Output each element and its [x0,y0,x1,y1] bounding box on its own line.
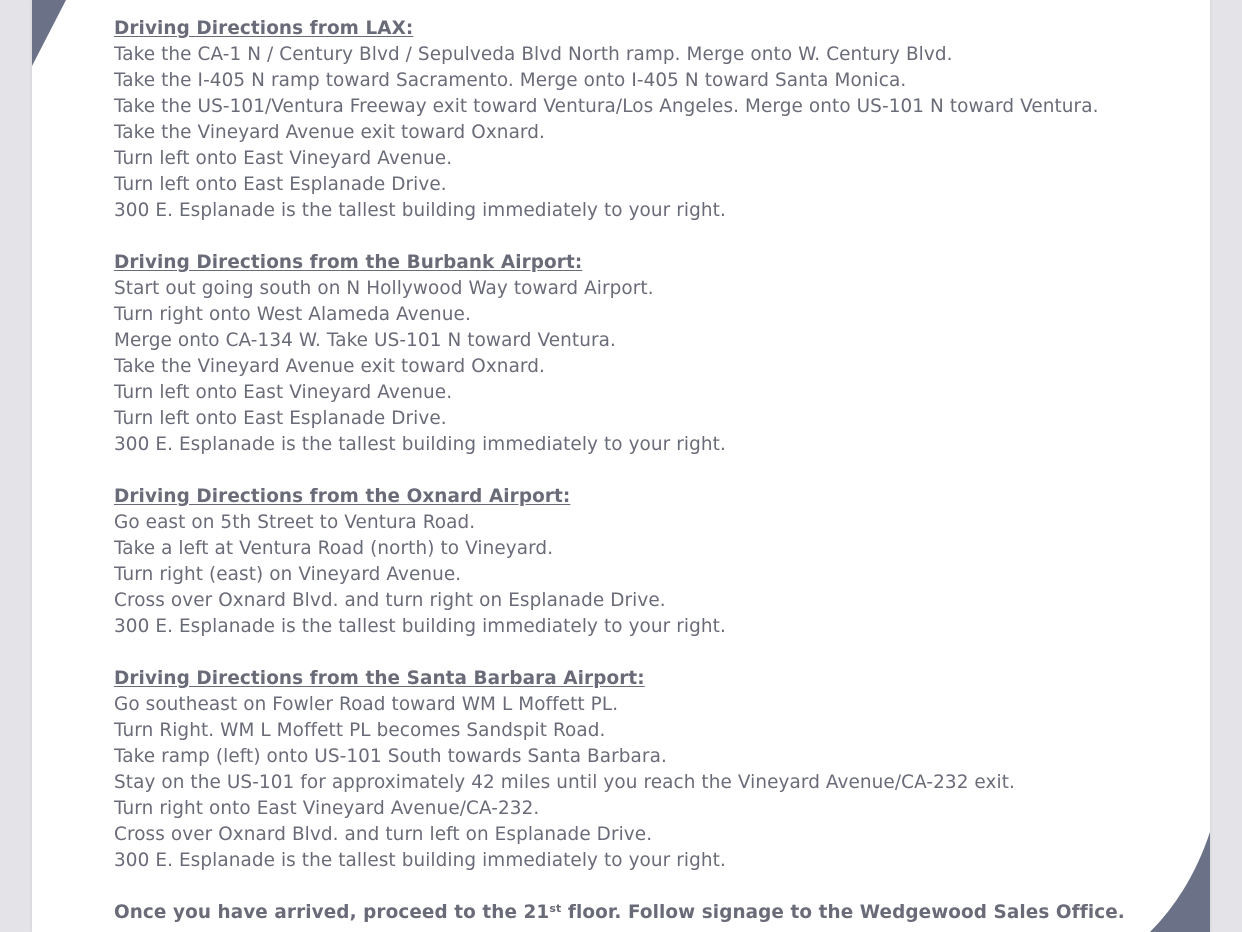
direction-step: Turn right onto West Alameda Avenue. [114,304,471,325]
direction-step: 300 E. Esplanade is the tallest building immediately to your right. [114,200,726,221]
direction-step: Go southeast on Fowler Road toward WM L Moffett PL. [114,694,619,715]
direction-step: Turn left onto East Vineyard Avenue. [114,382,453,403]
direction-step: Start out going south on N Hollywood Way toward Airport. [114,278,654,299]
direction-step: Take ramp (left) onto US-101 South towards Santa Barbara. [114,746,667,767]
direction-step: Turn left onto East Esplanade Drive. [114,174,447,195]
section-heading: Driving Directions from the Burbank Airport: [114,252,583,273]
direction-step: Cross over Oxnard Blvd. and turn left on Esplanade Drive. [114,824,653,845]
closing-text-start: Once you have arrived, proceed to the 21 [114,902,550,923]
direction-step: Take the Vineyard Avenue exit toward Oxnard. [114,122,545,143]
right-margin [1210,0,1242,932]
closing-instruction [114,900,1194,926]
direction-step: Turn left onto East Vineyard Avenue. [114,148,453,169]
direction-step: 300 E. Esplanade is the tallest building immediately to your right. [114,434,726,455]
direction-step: Take the Vineyard Avenue exit toward Oxnard. [114,356,545,377]
directions-content [114,16,1194,926]
section-burbank [114,250,1194,458]
closing-text-end: floor. Follow signage to the Wedgewood Sales Office. [561,902,1125,923]
section-heading: Driving Directions from the Oxnard Airport: [114,486,571,507]
direction-step: Turn right (east) on Vineyard Avenue. [114,564,462,585]
direction-step: Turn left onto East Esplanade Drive. [114,408,447,429]
direction-step: Stay on the US-101 for approximately 42 miles until you reach the Vineyard Avenue/CA-232 exit. [114,772,1015,793]
direction-step: Turn right onto East Vineyard Avenue/CA-232. [114,798,540,819]
section-heading: Driving Directions from the Santa Barbara Airport: [114,668,645,689]
direction-step: Go east on 5th Street to Ventura Road. [114,512,476,533]
direction-step: Take the CA-1 N / Century Blvd / Sepulveda Blvd North ramp. Merge onto W. Century Blvd. [114,44,953,65]
direction-step: 300 E. Esplanade is the tallest building immediately to your right. [114,850,726,871]
section-lax [114,16,1194,224]
direction-step: Take the US-101/Ventura Freeway exit toward Ventura/Los Angeles. Merge onto US-101 N toward Ventura. [114,96,1099,117]
direction-step: 300 E. Esplanade is the tallest building immediately to your right. [114,616,726,637]
left-margin [0,0,32,932]
section-santa-barbara [114,666,1194,874]
top-left-page-corner [32,0,72,70]
section-heading: Driving Directions from LAX: [114,18,414,39]
direction-step: Cross over Oxnard Blvd. and turn right on Esplanade Drive. [114,590,666,611]
direction-step: Take the I-405 N ramp toward Sacramento. Merge onto I-405 N toward Santa Monica. [114,70,907,91]
direction-step: Take a left at Ventura Road (north) to Vineyard. [114,538,554,559]
direction-step: Merge onto CA-134 W. Take US-101 N toward Ventura. [114,330,616,351]
direction-step: Turn Right. WM L Moffett PL becomes Sandspit Road. [114,720,606,741]
section-oxnard [114,484,1194,640]
ordinal-suffix: st [549,902,562,915]
